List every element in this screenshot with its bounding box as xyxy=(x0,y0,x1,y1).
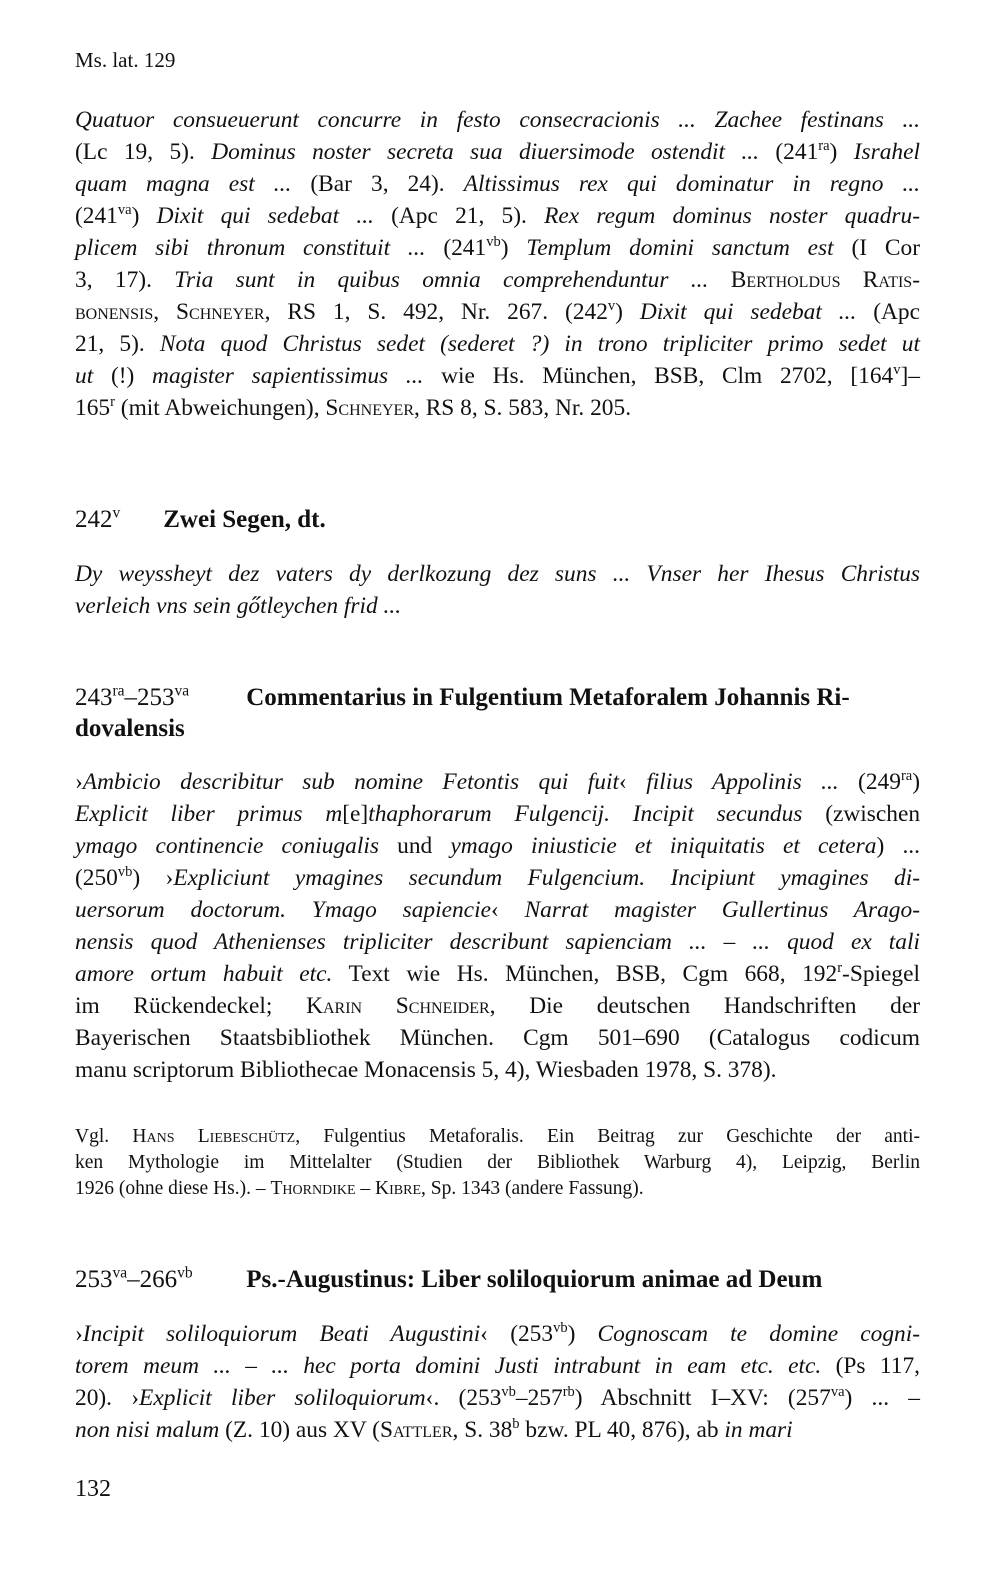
text-line: (Lc 19, 5). Dominus noster secreta sua diuersimode ostendit ... $(241^{ra})$ Israhel xyxy=(75,138,921,165)
text-line: $(250^{vb})$ ›Expliciunt ymagines secundum Fulgencium. Incipiunt ymagines di- xyxy=(75,864,920,891)
text-line: 21, 5). Nota quod Christus sedet (sederet ?) in trono tripliciter primo sedet ut xyxy=(75,331,920,357)
text-line: ›Incipit soliloquiorum Beati Augustini‹ $(253^{vb})$ Cognoscam te domine cogni- xyxy=(75,1320,921,1347)
text-line: verleich vns sein gőtleychen frid ... xyxy=(75,593,402,619)
text-line: bonensis, Schneyer, RS 1, S. 492, Nr. 267. (242$^v$) Dixit qui sedebat ... (Apc xyxy=(75,298,920,325)
section-title-continued: dovalensis xyxy=(75,715,185,742)
text-line: torem meum ... – ... hec porta domini Justi intrabunt in eam etc. etc. (Ps 117, xyxy=(75,1353,920,1379)
text-line: manu scriptorum Bibliothecae Monacensis 5, 4), Wiesbaden 1978, S. 378). xyxy=(75,1057,777,1083)
section-title: Ps.-Augustinus: Liber soliloquiorum animae ad Deum xyxy=(246,1266,823,1293)
text-line: 165$^r$ (mit Abweichungen), Schneyer, RS 8, S. 583, Nr. 205. xyxy=(75,394,632,421)
section-heading-243ra xyxy=(75,682,920,744)
text-line: ›Ambicio describitur sub nomine Fetontis qui fuit‹ filius Appolinis ... $(249^{ra})$ xyxy=(75,768,920,795)
text-line: uersorum doctorum. Ymago sapiencie‹ Narrat magister Gullertinus Arago- xyxy=(75,897,920,923)
section-title: Zwei Segen, dt. xyxy=(163,506,326,533)
text-line: ken Mythologie im Mittelalter (Studien der Bibliothek Warburg 4), Leipzig, Berlin xyxy=(75,1152,920,1173)
section-text-243ra xyxy=(75,766,920,1086)
running-header: Ms. lat. 129 xyxy=(75,48,176,72)
folio-range: 242$^v$ xyxy=(75,504,121,533)
section-heading-253va xyxy=(75,1264,920,1295)
text-line: $(241^{va})$ Dixit qui sedebat ... (Apc 21, 5). Rex regum dominus noster quadru- xyxy=(75,202,920,229)
text-line: plicem sibi thronum constituit ... $(241^{vb})$ Templum domini sanctum est (I Cor xyxy=(75,234,920,261)
bibliography-note xyxy=(75,1124,920,1202)
text-line: 3, 17). Tria sunt in quibus omnia comprehenduntur ... Bertholdus Ratis- xyxy=(75,267,920,293)
text-line: Dy weyssheyt dez vaters dy derlkozung dez suns ... Vnser her Ihesus Christus xyxy=(75,561,920,587)
section-heading-242v xyxy=(75,504,920,535)
text-line: nensis quod Athenienses tripliciter describunt sapienciam ... – ... quod ex tali xyxy=(75,929,920,955)
folio-range: $243^{ra}-253^{va}$ xyxy=(75,682,190,711)
text-line: Quatuor consueuerunt concurre in festo consecracionis ... Zachee festinans ... xyxy=(75,107,920,133)
text-line: im Rückendeckel; Karin Schneider, Die deutschen Handschriften der xyxy=(75,993,920,1019)
text-line: Vgl. Hans Liebeschütz, Fulgentius Metaforalis. Ein Beitrag zur Geschichte der anti- xyxy=(75,1126,921,1147)
page-number: 132 xyxy=(75,1476,111,1502)
text-line: ymago continencie coniugalis und ymago iniusticie et iniquitatis et cetera) ... xyxy=(75,833,920,859)
text-line: 20). ›Explicit liber soliloquiorum‹. $(253^{vb}-257^{rb})$ Abschnitt I–XV: $(257^{va})$ ... – xyxy=(75,1384,920,1411)
text-line: Bayerischen Staatsbibliothek München. Cgm 501–690 (Catalogus codicum xyxy=(75,1025,920,1051)
text-line: amore ortum habuit etc. Text wie Hs. München, BSB, Cgm 668, 192$^r$-Spiegel xyxy=(75,960,920,987)
text-line: 1926 (ohne diese Hs.). – Thorndike – Kibre, Sp. 1343 (andere Fassung). xyxy=(75,1178,644,1199)
text-line: non nisi malum (Z. 10) aus XV (Sattler, S. 38$^b$ bzw. PL 40, 876), ab in mari xyxy=(75,1416,793,1443)
section-text-242v xyxy=(75,558,920,622)
section-title: Commentarius in Fulgentium Metaforalem Johannis Ri- xyxy=(246,684,850,711)
text-line: Explicit liber primus m[e]thaphorarum Fulgencij. Incipit secundus (zwischen xyxy=(75,801,921,827)
text-line: ut (!) magister sapientissimus ... wie Hs. München, BSB, Clm 2702, [164$^v$]– xyxy=(75,362,920,389)
text-line: quam magna est ... (Bar 3, 24). Altissimus rex qui dominatur in regno ... xyxy=(75,171,920,197)
section-text-253va xyxy=(75,1318,920,1446)
entry-continuation xyxy=(75,104,920,424)
folio-range: $253^{va}-266^{vb}$ xyxy=(75,1264,193,1293)
